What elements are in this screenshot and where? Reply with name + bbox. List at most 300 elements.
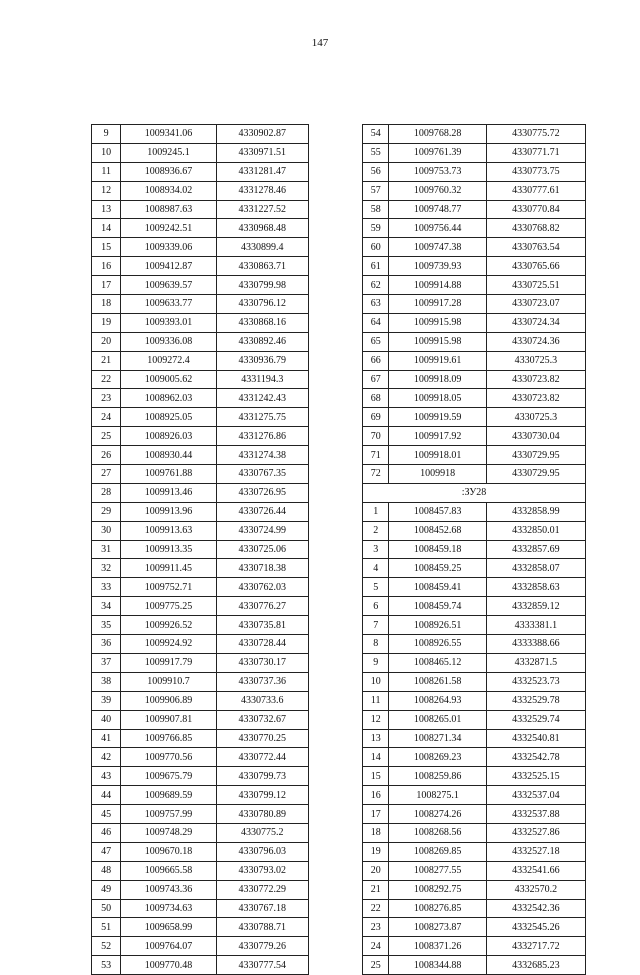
- x-coordinate-cell: 1008926.03: [121, 427, 216, 446]
- table-row: [92, 313, 309, 332]
- x-coordinate-cell: 1009670.18: [121, 842, 216, 861]
- x-coordinate-cell: 1008269.23: [389, 748, 486, 767]
- point-number-cell: 12: [92, 181, 121, 200]
- table-row: [92, 238, 309, 257]
- y-coordinate-cell: 4331281.47: [216, 162, 308, 181]
- y-coordinate-cell: 4331276.86: [216, 427, 308, 446]
- y-coordinate-cell: 4330729.95: [486, 446, 585, 465]
- point-number-cell: 37: [92, 653, 121, 672]
- x-coordinate-cell: 1009768.28: [389, 125, 486, 144]
- y-coordinate-cell: 4330902.87: [216, 125, 308, 144]
- point-number-cell: 67: [363, 370, 389, 389]
- point-number-cell: 56: [363, 162, 389, 181]
- table-row: [92, 786, 309, 805]
- point-number-cell: 11: [363, 691, 389, 710]
- x-coordinate-cell: 1009748.29: [121, 823, 216, 842]
- y-coordinate-cell: 4330724.36: [486, 332, 585, 351]
- x-coordinate-cell: 1009734.63: [121, 899, 216, 918]
- x-coordinate-cell: 1009639.57: [121, 276, 216, 295]
- table-row: [363, 200, 586, 219]
- point-number-cell: 52: [92, 937, 121, 956]
- table-row: [92, 540, 309, 559]
- x-coordinate-cell: 1009917.28: [389, 295, 486, 314]
- y-coordinate-cell: 4330725.3: [486, 408, 585, 427]
- y-coordinate-cell: 4330767.18: [216, 899, 308, 918]
- x-coordinate-cell: 1008265.01: [389, 710, 486, 729]
- x-coordinate-cell: 1009917.79: [121, 653, 216, 672]
- x-coordinate-cell: 1009757.99: [121, 805, 216, 824]
- x-coordinate-cell: 1008962.03: [121, 389, 216, 408]
- y-coordinate-cell: 4330799.73: [216, 767, 308, 786]
- point-number-cell: 2: [363, 521, 389, 540]
- point-number-cell: 23: [92, 389, 121, 408]
- x-coordinate-cell: 1009412.87: [121, 257, 216, 276]
- table-row: [92, 143, 309, 162]
- x-coordinate-cell: 1009926.52: [121, 616, 216, 635]
- y-coordinate-cell: 4330718.38: [216, 559, 308, 578]
- table-row: [92, 427, 309, 446]
- y-coordinate-cell: 4331275.75: [216, 408, 308, 427]
- y-coordinate-cell: 4332850.01: [486, 521, 585, 540]
- y-coordinate-cell: 4330775.2: [216, 823, 308, 842]
- x-coordinate-cell: 1009005.62: [121, 370, 216, 389]
- x-coordinate-cell: 1008268.56: [389, 823, 486, 842]
- table-row: [92, 200, 309, 219]
- point-number-cell: 40: [92, 710, 121, 729]
- table-row: [363, 842, 586, 861]
- point-number-cell: 33: [92, 578, 121, 597]
- x-coordinate-cell: 1008459.25: [389, 559, 486, 578]
- point-number-cell: 50: [92, 899, 121, 918]
- table-row: [92, 559, 309, 578]
- y-coordinate-cell: 4330863.71: [216, 257, 308, 276]
- point-number-cell: 69: [363, 408, 389, 427]
- point-number-cell: 22: [363, 899, 389, 918]
- point-number-cell: 3: [363, 540, 389, 559]
- x-coordinate-cell: 1009911.45: [121, 559, 216, 578]
- table-row: [363, 465, 586, 484]
- x-coordinate-cell: 1009906.89: [121, 691, 216, 710]
- x-coordinate-cell: 1008292.75: [389, 880, 486, 899]
- point-number-cell: 55: [363, 143, 389, 162]
- x-coordinate-cell: 1008271.34: [389, 729, 486, 748]
- y-coordinate-cell: 4330771.71: [486, 143, 585, 162]
- table-row: [363, 389, 586, 408]
- point-number-cell: 39: [92, 691, 121, 710]
- y-coordinate-cell: 4330796.03: [216, 842, 308, 861]
- table-row: [363, 578, 586, 597]
- x-coordinate-cell: 1009339.06: [121, 238, 216, 257]
- x-coordinate-cell: 1008344.88: [389, 956, 486, 975]
- y-coordinate-cell: 4330779.26: [216, 937, 308, 956]
- x-coordinate-cell: 1008934.02: [121, 181, 216, 200]
- point-number-cell: 48: [92, 861, 121, 880]
- y-coordinate-cell: 4332542.36: [486, 899, 585, 918]
- y-coordinate-cell: 4332717.72: [486, 937, 585, 956]
- table-row: [363, 502, 586, 521]
- table-row: [363, 351, 586, 370]
- point-number-cell: 16: [92, 257, 121, 276]
- x-coordinate-cell: 1008936.67: [121, 162, 216, 181]
- point-number-cell: 19: [92, 313, 121, 332]
- table-row: [363, 616, 586, 635]
- point-number-cell: 11: [92, 162, 121, 181]
- point-number-cell: 25: [363, 956, 389, 975]
- point-number-cell: 32: [92, 559, 121, 578]
- y-coordinate-cell: 4330796.12: [216, 295, 308, 314]
- point-number-cell: 45: [92, 805, 121, 824]
- x-coordinate-cell: 1009761.88: [121, 465, 216, 484]
- y-coordinate-cell: 4330723.07: [486, 295, 585, 314]
- x-coordinate-cell: 1009917.92: [389, 427, 486, 446]
- x-coordinate-cell: 1008273.87: [389, 918, 486, 937]
- y-coordinate-cell: 4332529.74: [486, 710, 585, 729]
- x-coordinate-cell: 1009756.44: [389, 219, 486, 238]
- table-row: [92, 710, 309, 729]
- y-coordinate-cell: 4331274.38: [216, 446, 308, 465]
- table-row: [92, 653, 309, 672]
- x-coordinate-cell: 1009764.07: [121, 937, 216, 956]
- table-row: [363, 729, 586, 748]
- table-row: [92, 257, 309, 276]
- point-number-cell: 66: [363, 351, 389, 370]
- y-coordinate-cell: 4332525.15: [486, 767, 585, 786]
- x-coordinate-cell: 1009919.59: [389, 408, 486, 427]
- table-row: [92, 672, 309, 691]
- y-coordinate-cell: 4331227.52: [216, 200, 308, 219]
- table-row: [363, 861, 586, 880]
- point-number-cell: 17: [363, 805, 389, 824]
- table-row: [363, 408, 586, 427]
- point-number-cell: 62: [363, 276, 389, 295]
- y-coordinate-cell: 4332537.88: [486, 805, 585, 824]
- table-row: [92, 918, 309, 937]
- y-coordinate-cell: 4330777.61: [486, 181, 585, 200]
- x-coordinate-cell: 1008987.63: [121, 200, 216, 219]
- y-coordinate-cell: 4330728.44: [216, 635, 308, 654]
- point-number-cell: 58: [363, 200, 389, 219]
- point-number-cell: 44: [92, 786, 121, 805]
- table-row: [92, 276, 309, 295]
- coordinates-table-right: [362, 124, 586, 975]
- table-row: [92, 880, 309, 899]
- y-coordinate-cell: 4330968.48: [216, 219, 308, 238]
- y-coordinate-cell: 4330773.75: [486, 162, 585, 181]
- point-number-cell: 20: [363, 861, 389, 880]
- y-coordinate-cell: 4332537.04: [486, 786, 585, 805]
- point-number-cell: 30: [92, 521, 121, 540]
- y-coordinate-cell: 4330725.06: [216, 540, 308, 559]
- y-coordinate-cell: 4332527.86: [486, 823, 585, 842]
- y-coordinate-cell: 4330775.72: [486, 125, 585, 144]
- table-row: [363, 805, 586, 824]
- x-coordinate-cell: 1009748.77: [389, 200, 486, 219]
- y-coordinate-cell: 4331242.43: [216, 389, 308, 408]
- y-coordinate-cell: 4330724.99: [216, 521, 308, 540]
- table-row: [92, 767, 309, 786]
- table-row: [92, 408, 309, 427]
- x-coordinate-cell: 1009760.32: [389, 181, 486, 200]
- y-coordinate-cell: 4332858.99: [486, 502, 585, 521]
- table-row: [92, 219, 309, 238]
- x-coordinate-cell: 1009918: [389, 465, 486, 484]
- y-coordinate-cell: 4332542.78: [486, 748, 585, 767]
- x-coordinate-cell: 1009336.08: [121, 332, 216, 351]
- point-number-cell: 17: [92, 276, 121, 295]
- table-row: [92, 351, 309, 370]
- table-row: [363, 332, 586, 351]
- table-row: [363, 748, 586, 767]
- y-coordinate-cell: 4330723.82: [486, 389, 585, 408]
- table-row: [363, 238, 586, 257]
- point-number-cell: 13: [92, 200, 121, 219]
- table-row: [92, 502, 309, 521]
- point-number-cell: 23: [363, 918, 389, 937]
- table-row: [363, 635, 586, 654]
- x-coordinate-cell: 1009913.63: [121, 521, 216, 540]
- table-row: [92, 389, 309, 408]
- table-row: [363, 276, 586, 295]
- table-row: [363, 786, 586, 805]
- point-number-cell: 49: [92, 880, 121, 899]
- coordinates-table-left: [91, 124, 309, 975]
- point-number-cell: 24: [92, 408, 121, 427]
- y-coordinate-cell: 4331194.3: [216, 370, 308, 389]
- y-coordinate-cell: 4332527.18: [486, 842, 585, 861]
- y-coordinate-cell: 4330799.98: [216, 276, 308, 295]
- point-number-cell: 9: [92, 125, 121, 144]
- y-coordinate-cell: 4330799.12: [216, 786, 308, 805]
- y-coordinate-cell: 4330735.81: [216, 616, 308, 635]
- x-coordinate-cell: 1009743.36: [121, 880, 216, 899]
- table-row: [363, 125, 586, 144]
- table-row: [363, 370, 586, 389]
- x-coordinate-cell: 1008371.26: [389, 937, 486, 956]
- x-coordinate-cell: 1009915.98: [389, 313, 486, 332]
- point-number-cell: 4: [363, 559, 389, 578]
- y-coordinate-cell: 4330723.82: [486, 370, 585, 389]
- x-coordinate-cell: 1009752.71: [121, 578, 216, 597]
- y-coordinate-cell: 4330768.82: [486, 219, 585, 238]
- table-row: [363, 691, 586, 710]
- x-coordinate-cell: 1009761.39: [389, 143, 486, 162]
- x-coordinate-cell: 1009747.38: [389, 238, 486, 257]
- table-row: [363, 162, 586, 181]
- x-coordinate-cell: 1008264.93: [389, 691, 486, 710]
- point-number-cell: 68: [363, 389, 389, 408]
- x-coordinate-cell: 1009689.59: [121, 786, 216, 805]
- x-coordinate-cell: 1009341.06: [121, 125, 216, 144]
- y-coordinate-cell: 4330732.67: [216, 710, 308, 729]
- point-number-cell: 8: [363, 635, 389, 654]
- table-row: [92, 823, 309, 842]
- point-number-cell: 25: [92, 427, 121, 446]
- table-row: [363, 653, 586, 672]
- point-number-cell: 63: [363, 295, 389, 314]
- table-row: [92, 181, 309, 200]
- table-row: [363, 956, 586, 975]
- table-row: [92, 446, 309, 465]
- y-coordinate-cell: 4333388.66: [486, 635, 585, 654]
- point-number-cell: 5: [363, 578, 389, 597]
- y-coordinate-cell: 4332871.5: [486, 653, 585, 672]
- point-number-cell: 72: [363, 465, 389, 484]
- x-coordinate-cell: 1009393.01: [121, 313, 216, 332]
- point-number-cell: 1: [363, 502, 389, 521]
- table-row: [92, 483, 309, 502]
- y-coordinate-cell: 4330793.02: [216, 861, 308, 880]
- table-row: [363, 597, 586, 616]
- point-number-cell: 18: [92, 295, 121, 314]
- point-number-cell: 10: [92, 143, 121, 162]
- x-coordinate-cell: 1008459.18: [389, 540, 486, 559]
- table-row: [92, 899, 309, 918]
- x-coordinate-cell: 1009665.58: [121, 861, 216, 880]
- x-coordinate-cell: 1009633.77: [121, 295, 216, 314]
- point-number-cell: 18: [363, 823, 389, 842]
- page-number: 147: [311, 37, 329, 49]
- point-number-cell: 10: [363, 672, 389, 691]
- point-number-cell: 6: [363, 597, 389, 616]
- table-row: [92, 748, 309, 767]
- point-number-cell: 65: [363, 332, 389, 351]
- x-coordinate-cell: 1009913.96: [121, 502, 216, 521]
- x-coordinate-cell: 1009914.88: [389, 276, 486, 295]
- point-number-cell: 43: [92, 767, 121, 786]
- table-row: [363, 823, 586, 842]
- point-number-cell: 14: [92, 219, 121, 238]
- point-number-cell: 29: [92, 502, 121, 521]
- y-coordinate-cell: 4332857.69: [486, 540, 585, 559]
- y-coordinate-cell: 4332540.81: [486, 729, 585, 748]
- x-coordinate-cell: 1009272.4: [121, 351, 216, 370]
- y-coordinate-cell: 4333381.1: [486, 616, 585, 635]
- point-number-cell: 16: [363, 786, 389, 805]
- point-number-cell: 36: [92, 635, 121, 654]
- section-title: :ЗУ28: [363, 483, 586, 502]
- y-coordinate-cell: 4330780.89: [216, 805, 308, 824]
- x-coordinate-cell: 1009924.92: [121, 635, 216, 654]
- point-number-cell: 42: [92, 748, 121, 767]
- point-number-cell: 9: [363, 653, 389, 672]
- y-coordinate-cell: 4330772.44: [216, 748, 308, 767]
- table-row: [363, 880, 586, 899]
- y-coordinate-cell: 4330770.84: [486, 200, 585, 219]
- table-row: [92, 162, 309, 181]
- y-coordinate-cell: 4330726.44: [216, 502, 308, 521]
- x-coordinate-cell: 1009658.99: [121, 918, 216, 937]
- x-coordinate-cell: 1008457.83: [389, 502, 486, 521]
- x-coordinate-cell: 1009907.81: [121, 710, 216, 729]
- y-coordinate-cell: 4330936.79: [216, 351, 308, 370]
- x-coordinate-cell: 1009770.48: [121, 956, 216, 975]
- table-row: [363, 559, 586, 578]
- y-coordinate-cell: 4332859.12: [486, 597, 585, 616]
- x-coordinate-cell: 1008269.85: [389, 842, 486, 861]
- table-row: [92, 691, 309, 710]
- y-coordinate-cell: 4330725.3: [486, 351, 585, 370]
- point-number-cell: 57: [363, 181, 389, 200]
- table-row: [92, 597, 309, 616]
- table-row: [92, 729, 309, 748]
- point-number-cell: 15: [92, 238, 121, 257]
- x-coordinate-cell: 1008465.12: [389, 653, 486, 672]
- y-coordinate-cell: 4330770.25: [216, 729, 308, 748]
- y-coordinate-cell: 4330776.27: [216, 597, 308, 616]
- x-coordinate-cell: 1009918.09: [389, 370, 486, 389]
- y-coordinate-cell: 4330971.51: [216, 143, 308, 162]
- x-coordinate-cell: 1008276.85: [389, 899, 486, 918]
- point-number-cell: 64: [363, 313, 389, 332]
- x-coordinate-cell: 1009915.98: [389, 332, 486, 351]
- table-row: [363, 427, 586, 446]
- x-coordinate-cell: 1008926.55: [389, 635, 486, 654]
- point-number-cell: 19: [363, 842, 389, 861]
- table-row: [363, 899, 586, 918]
- point-number-cell: 60: [363, 238, 389, 257]
- y-coordinate-cell: 4332541.66: [486, 861, 585, 880]
- table-row: [363, 219, 586, 238]
- y-coordinate-cell: 4332523.73: [486, 672, 585, 691]
- point-number-cell: 22: [92, 370, 121, 389]
- x-coordinate-cell: 1008459.41: [389, 578, 486, 597]
- table-row: [363, 540, 586, 559]
- table-row: [92, 578, 309, 597]
- table-row: [92, 616, 309, 635]
- y-coordinate-cell: 4330733.6: [216, 691, 308, 710]
- x-coordinate-cell: 1008459.74: [389, 597, 486, 616]
- point-number-cell: 35: [92, 616, 121, 635]
- table-row: [363, 295, 586, 314]
- y-coordinate-cell: 4330724.34: [486, 313, 585, 332]
- table-row: [92, 295, 309, 314]
- y-coordinate-cell: 4332529.78: [486, 691, 585, 710]
- point-number-cell: 27: [92, 465, 121, 484]
- x-coordinate-cell: 1009775.25: [121, 597, 216, 616]
- x-coordinate-cell: 1009770.56: [121, 748, 216, 767]
- x-coordinate-cell: 1009918.05: [389, 389, 486, 408]
- table-row: [363, 257, 586, 276]
- section-title-row: [363, 483, 586, 502]
- y-coordinate-cell: 4330726.95: [216, 483, 308, 502]
- table-row: [92, 842, 309, 861]
- y-coordinate-cell: 4330763.54: [486, 238, 585, 257]
- point-number-cell: 28: [92, 483, 121, 502]
- table-row: [363, 767, 586, 786]
- table-row: [92, 805, 309, 824]
- y-coordinate-cell: 4330777.54: [216, 956, 308, 975]
- x-coordinate-cell: 1009913.35: [121, 540, 216, 559]
- table-row: [92, 125, 309, 144]
- point-number-cell: 59: [363, 219, 389, 238]
- point-number-cell: 14: [363, 748, 389, 767]
- y-coordinate-cell: 4330899.4: [216, 238, 308, 257]
- y-coordinate-cell: 4332545.26: [486, 918, 585, 937]
- point-number-cell: 26: [92, 446, 121, 465]
- y-coordinate-cell: 4332570.2: [486, 880, 585, 899]
- x-coordinate-cell: 1009739.93: [389, 257, 486, 276]
- point-number-cell: 53: [92, 956, 121, 975]
- table-row: [363, 313, 586, 332]
- table-row: [92, 861, 309, 880]
- y-coordinate-cell: 4332858.07: [486, 559, 585, 578]
- x-coordinate-cell: 1009675.79: [121, 767, 216, 786]
- table-row: [92, 937, 309, 956]
- y-coordinate-cell: 4330868.16: [216, 313, 308, 332]
- point-number-cell: 13: [363, 729, 389, 748]
- point-number-cell: 21: [92, 351, 121, 370]
- point-number-cell: 31: [92, 540, 121, 559]
